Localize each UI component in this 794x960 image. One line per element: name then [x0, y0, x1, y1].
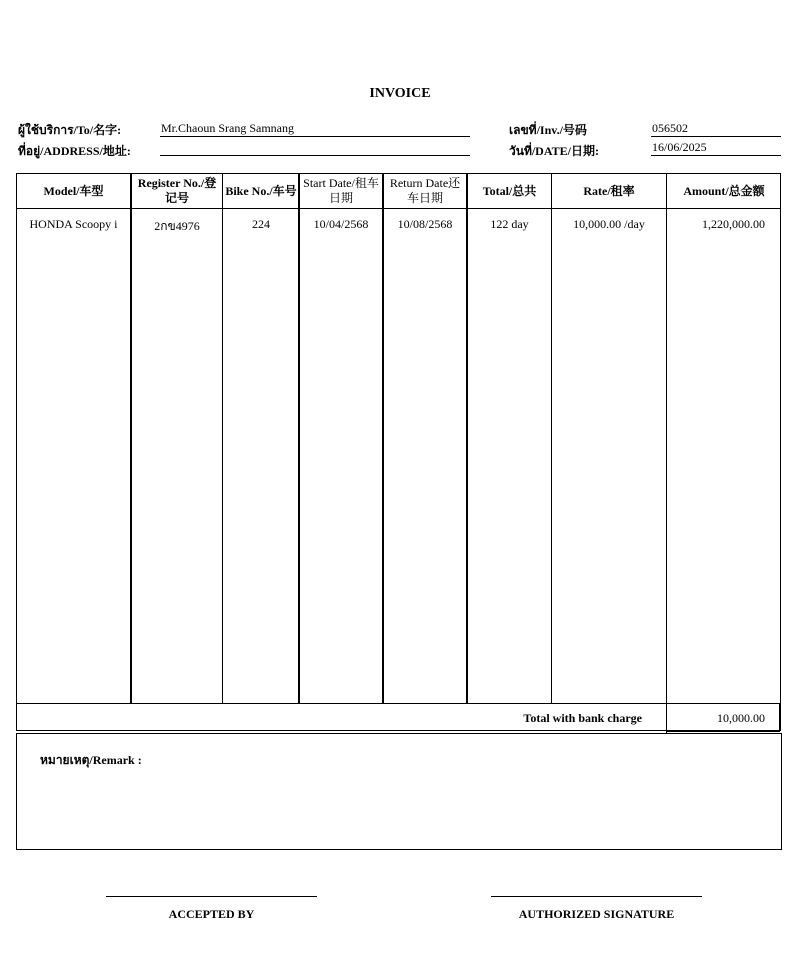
authorized-signature-label: AUTHORIZED SIGNATURE	[518, 907, 675, 921]
cell-total: 122 day	[490, 217, 529, 231]
authorized-signature-line	[491, 896, 702, 897]
address-label: ที่อยู่/ADDRESS/地址:	[18, 144, 131, 158]
date-value: 16/06/2025	[652, 140, 707, 154]
col-header-register-no: Register No./登记号	[137, 176, 217, 205]
cell-amount: 1,220,000.00	[702, 217, 765, 231]
accepted-signature-line	[106, 896, 317, 897]
cell-register-no: 2กข4976	[154, 219, 200, 233]
col-header-model: Model/车型	[43, 183, 104, 198]
col-divider	[666, 173, 667, 733]
cell-rate: 10,000.00 /day	[573, 217, 645, 231]
col-header-start-date: Start Date/租车日期	[303, 176, 379, 205]
cell-bike-no: 224	[252, 217, 270, 231]
col-divider	[298, 173, 300, 703]
date-label: วันที่/DATE/日期:	[509, 144, 599, 158]
total-label: Total with bank charge	[523, 711, 642, 725]
invoice-number-label: เลขที่/Inv./号码	[509, 123, 587, 137]
cell-model: HONDA Scoopy i	[29, 217, 118, 231]
col-header-return-date: Return Date还车日期	[389, 176, 461, 205]
col-header-amount: Amount/总金额	[683, 183, 765, 198]
col-divider	[382, 173, 384, 703]
to-label: ผู้ใช้บริการ/To/名字:	[18, 123, 122, 137]
accepted-by-label: ACCEPTED BY	[168, 907, 255, 921]
invoice-number-value: 056502	[652, 121, 688, 135]
col-divider	[130, 173, 132, 703]
to-underline	[160, 136, 470, 137]
cell-return-date: 10/08/2568	[397, 217, 453, 231]
col-divider	[466, 173, 468, 703]
invoice-title: INVOICE	[369, 86, 431, 101]
cell-start-date: 10/04/2568	[313, 217, 369, 231]
col-header-rate: Rate/租率	[583, 183, 635, 198]
to-value: Mr.Chaoun Srang Samnang	[161, 121, 294, 135]
col-divider	[551, 173, 552, 703]
col-divider	[222, 173, 223, 703]
total-value: 10,000.00	[717, 711, 765, 725]
date-underline	[651, 155, 781, 156]
invoice-number-underline	[651, 136, 781, 137]
remark-label: หมายเหตุ/Remark :	[40, 753, 142, 767]
col-header-bike-no: Bike No./车号	[225, 183, 297, 198]
col-header-total: Total/总共	[482, 183, 537, 198]
address-underline	[160, 155, 470, 156]
